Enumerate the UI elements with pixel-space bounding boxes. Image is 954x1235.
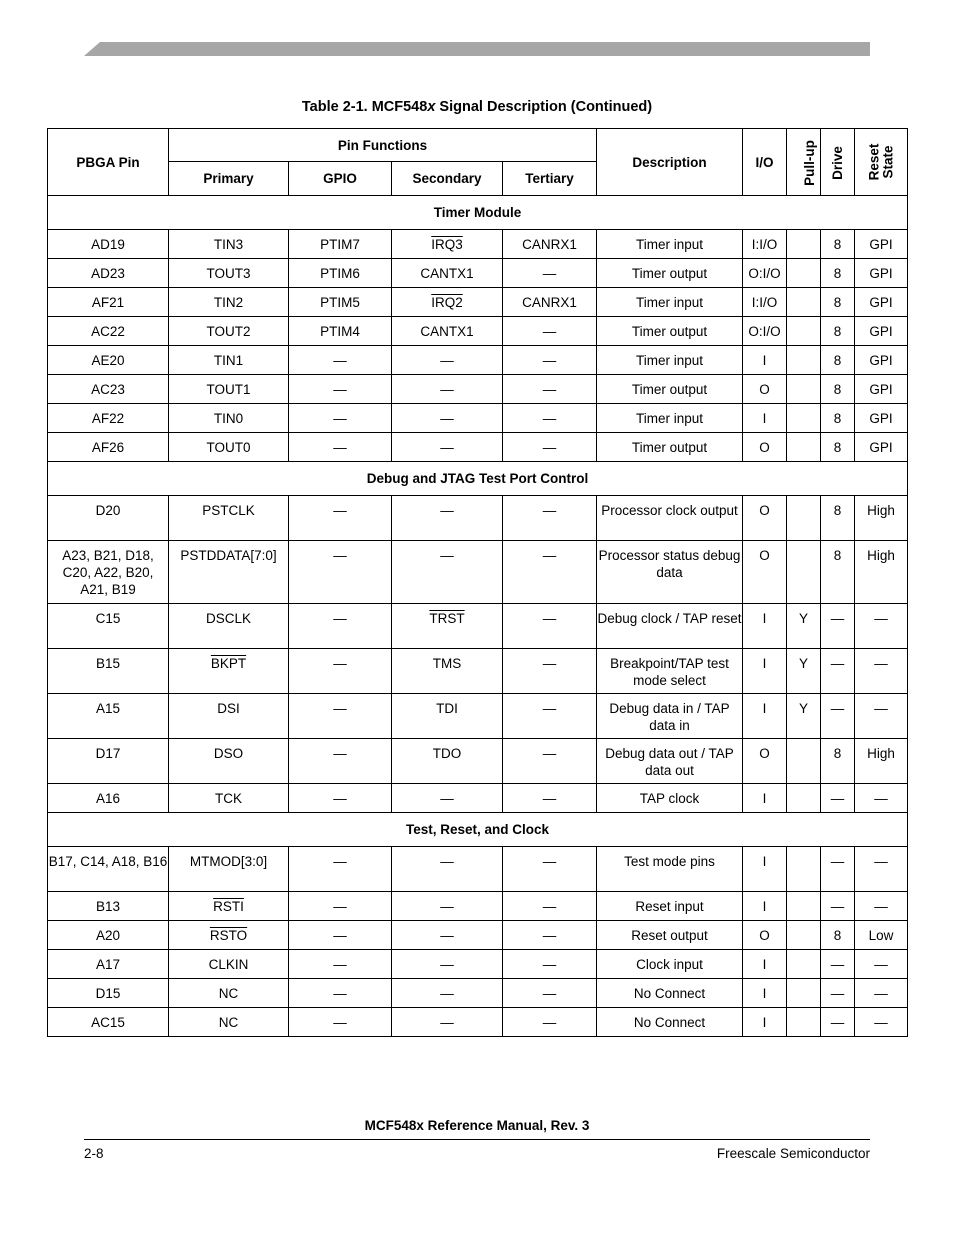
table-title-prefix: Table 2-1. MCF548 — [301, 99, 428, 115]
cell-tertiary: — — [503, 541, 597, 604]
cell-desc: Timer output — [597, 375, 743, 404]
cell-desc: Timer output — [597, 259, 743, 288]
cell-gpio: — — [289, 847, 392, 892]
cell-tertiary: — — [503, 404, 597, 433]
cell-secondary: — — [392, 433, 503, 462]
cell-primary: PSTDDATA[7:0] — [169, 541, 289, 604]
header-description: Description — [597, 129, 743, 196]
cell-primary: DSCLK — [169, 604, 289, 649]
cell-reset: — — [855, 649, 908, 694]
cell-pullup — [787, 288, 821, 317]
cell-secondary: — — [392, 921, 503, 950]
cell-pin: A15 — [48, 694, 169, 739]
cell-io: I — [743, 892, 787, 921]
cell-gpio: — — [289, 950, 392, 979]
cell-tertiary: — — [503, 950, 597, 979]
cell-secondary: TDI — [392, 694, 503, 739]
cell-pullup — [787, 317, 821, 346]
cell-pullup: Y — [787, 604, 821, 649]
cell-reset: Low — [855, 921, 908, 950]
cell-gpio: — — [289, 496, 392, 541]
cell-desc: Processor clock output — [597, 496, 743, 541]
cell-io: O — [743, 739, 787, 784]
cell-pullup — [787, 404, 821, 433]
cell-drive: — — [821, 979, 855, 1008]
cell-io: I — [743, 604, 787, 649]
cell-tertiary: — — [503, 921, 597, 950]
table-row — [48, 739, 908, 784]
cell-tertiary: — — [503, 346, 597, 375]
section-title: Debug and JTAG Test Port Control — [48, 462, 908, 496]
cell-pin: AC15 — [48, 1008, 169, 1037]
active-low-signal: BKPT — [210, 656, 247, 671]
cell-reset: GPI — [855, 288, 908, 317]
cell-pullup — [787, 892, 821, 921]
cell-pin: AC23 — [48, 375, 169, 404]
cell-pullup: Y — [787, 694, 821, 739]
cell-drive: — — [821, 694, 855, 739]
cell-pin: AF22 — [48, 404, 169, 433]
cell-pullup — [787, 921, 821, 950]
publisher: Freescale Semiconductor — [716, 1146, 870, 1161]
cell-reset: GPI — [855, 375, 908, 404]
header-reset-state-label — [867, 143, 895, 180]
cell-pin: A23, B21, D18, C20, A22, B20, A21, B19 — [48, 541, 169, 604]
cell-desc: Timer input — [597, 404, 743, 433]
cell-tertiary: — — [503, 847, 597, 892]
cell-io: I:I/O — [743, 230, 787, 259]
cell-secondary: — — [392, 496, 503, 541]
cell-pin: B13 — [48, 892, 169, 921]
cell-tertiary: — — [503, 496, 597, 541]
cell-gpio: — — [289, 1008, 392, 1037]
table-row — [48, 892, 908, 921]
table-row — [48, 375, 908, 404]
cell-pin: B15 — [48, 649, 169, 694]
header-reset-line1: Reset — [866, 143, 881, 180]
cell-desc: Timer output — [597, 317, 743, 346]
cell-desc: Reset output — [597, 921, 743, 950]
cell-desc: No Connect — [597, 1008, 743, 1037]
cell-secondary: — — [392, 541, 503, 604]
cell-io: I — [743, 847, 787, 892]
cell-tertiary: — — [503, 375, 597, 404]
cell-gpio: — — [289, 346, 392, 375]
cell-drive: 8 — [821, 541, 855, 604]
cell-reset: GPI — [855, 404, 908, 433]
cell-desc: Debug data in / TAP data in — [597, 694, 743, 739]
page-number: 2-8 — [84, 1146, 104, 1161]
active-low-signal: TRST — [429, 611, 465, 626]
cell-primary — [169, 649, 289, 694]
cell-desc: Debug data out / TAP data out — [597, 739, 743, 784]
cell-reset: GPI — [855, 259, 908, 288]
cell-io: O — [743, 921, 787, 950]
cell-desc: Processor status debug data — [597, 541, 743, 604]
cell-reset: High — [855, 496, 908, 541]
cell-pullup — [787, 259, 821, 288]
cell-tertiary: — — [503, 739, 597, 784]
table-row — [48, 1008, 908, 1037]
cell-io: I — [743, 950, 787, 979]
cell-secondary: TMS — [392, 649, 503, 694]
header-bar — [84, 42, 870, 56]
cell-gpio: — — [289, 892, 392, 921]
cell-secondary: — — [392, 950, 503, 979]
cell-secondary: CANTX1 — [392, 259, 503, 288]
cell-io: I — [743, 404, 787, 433]
cell-gpio: — — [289, 694, 392, 739]
table-row — [48, 496, 908, 541]
table-row — [48, 346, 908, 375]
table-row — [48, 694, 908, 739]
cell-pin: B17, C14, A18, B16 — [48, 847, 169, 892]
footer-rule — [84, 1139, 870, 1140]
cell-tertiary: — — [503, 979, 597, 1008]
cell-pullup — [787, 541, 821, 604]
cell-pin: A20 — [48, 921, 169, 950]
cell-primary: TIN1 — [169, 346, 289, 375]
cell-pullup — [787, 1008, 821, 1037]
cell-desc: Test mode pins — [597, 847, 743, 892]
cell-primary: TIN3 — [169, 230, 289, 259]
cell-pin: AF21 — [48, 288, 169, 317]
table-row — [48, 604, 908, 649]
cell-pullup — [787, 433, 821, 462]
cell-pullup: Y — [787, 649, 821, 694]
header-pullup — [787, 129, 821, 196]
cell-io: I — [743, 979, 787, 1008]
cell-pullup — [787, 950, 821, 979]
manual-title: MCF548x Reference Manual, Rev. 3 — [364, 1118, 590, 1133]
cell-desc: Timer input — [597, 230, 743, 259]
cell-drive: — — [821, 649, 855, 694]
cell-drive: 8 — [821, 739, 855, 784]
header-reset-state — [855, 129, 908, 196]
cell-tertiary: — — [503, 1008, 597, 1037]
cell-gpio: — — [289, 649, 392, 694]
cell-gpio: — — [289, 921, 392, 950]
cell-primary: TIN2 — [169, 288, 289, 317]
header-io: I/O — [743, 129, 787, 196]
cell-pullup — [787, 375, 821, 404]
cell-io: O — [743, 375, 787, 404]
cell-reset: — — [855, 979, 908, 1008]
cell-drive: — — [821, 784, 855, 813]
cell-io: O — [743, 496, 787, 541]
cell-reset: High — [855, 541, 908, 604]
cell-tertiary: — — [503, 649, 597, 694]
cell-reset: GPI — [855, 433, 908, 462]
header-drive-label: Drive — [829, 145, 845, 180]
table-body — [48, 196, 908, 1037]
signal-description-table — [47, 128, 908, 1037]
cell-secondary: — — [392, 1008, 503, 1037]
cell-secondary: — — [392, 404, 503, 433]
cell-secondary: — — [392, 892, 503, 921]
cell-pin: D15 — [48, 979, 169, 1008]
cell-io: O:I/O — [743, 259, 787, 288]
active-low-signal: IRQ2 — [431, 295, 463, 310]
cell-desc: Clock input — [597, 950, 743, 979]
header-primary: Primary — [169, 162, 289, 196]
cell-io: I — [743, 346, 787, 375]
cell-gpio: — — [289, 784, 392, 813]
cell-primary: TOUT1 — [169, 375, 289, 404]
cell-primary: TOUT3 — [169, 259, 289, 288]
cell-pullup — [787, 346, 821, 375]
cell-drive: 8 — [821, 317, 855, 346]
cell-drive: 8 — [821, 375, 855, 404]
table-row — [48, 921, 908, 950]
cell-desc: Debug clock / TAP reset — [597, 604, 743, 649]
table-title-italic: x — [427, 99, 436, 115]
cell-reset: High — [855, 739, 908, 784]
cell-drive: 8 — [821, 496, 855, 541]
cell-tertiary: — — [503, 694, 597, 739]
cell-pin: C15 — [48, 604, 169, 649]
cell-primary — [169, 921, 289, 950]
cell-desc: Breakpoint/TAP test mode select — [597, 649, 743, 694]
cell-pin: AD19 — [48, 230, 169, 259]
cell-primary: DSO — [169, 739, 289, 784]
cell-desc: No Connect — [597, 979, 743, 1008]
cell-reset: — — [855, 1008, 908, 1037]
cell-pullup — [787, 739, 821, 784]
cell-pullup — [787, 784, 821, 813]
cell-pullup — [787, 979, 821, 1008]
cell-gpio: — — [289, 375, 392, 404]
cell-primary: TCK — [169, 784, 289, 813]
cell-gpio: — — [289, 433, 392, 462]
header-pullup-label: Pull-up — [801, 139, 817, 186]
cell-drive: — — [821, 847, 855, 892]
cell-secondary: — — [392, 979, 503, 1008]
cell-drive: 8 — [821, 404, 855, 433]
cell-io: O — [743, 433, 787, 462]
cell-desc: Timer output — [597, 433, 743, 462]
cell-reset: — — [855, 847, 908, 892]
cell-tertiary: CANRX1 — [503, 288, 597, 317]
cell-tertiary: — — [503, 317, 597, 346]
cell-primary: CLKIN — [169, 950, 289, 979]
cell-secondary — [392, 604, 503, 649]
cell-tertiary: — — [503, 784, 597, 813]
cell-io: I — [743, 1008, 787, 1037]
cell-secondary — [392, 230, 503, 259]
table-row — [48, 433, 908, 462]
cell-drive: 8 — [821, 921, 855, 950]
cell-reset: — — [855, 950, 908, 979]
section-title: Timer Module — [48, 196, 908, 230]
cell-drive: — — [821, 1008, 855, 1037]
cell-reset: — — [855, 604, 908, 649]
cell-desc: Timer input — [597, 288, 743, 317]
cell-gpio: PTIM5 — [289, 288, 392, 317]
cell-tertiary: — — [503, 892, 597, 921]
cell-primary: TIN0 — [169, 404, 289, 433]
cell-primary: DSI — [169, 694, 289, 739]
cell-io: I — [743, 649, 787, 694]
cell-primary — [169, 892, 289, 921]
table-row — [48, 288, 908, 317]
cell-pin: D17 — [48, 739, 169, 784]
table-title-suffix: Signal Description (Continued) — [435, 99, 653, 115]
table-row — [48, 541, 908, 604]
cell-reset: GPI — [855, 230, 908, 259]
cell-reset: GPI — [855, 317, 908, 346]
cell-secondary: CANTX1 — [392, 317, 503, 346]
cell-secondary: — — [392, 346, 503, 375]
cell-tertiary: — — [503, 433, 597, 462]
cell-drive: 8 — [821, 259, 855, 288]
cell-pullup — [787, 847, 821, 892]
cell-primary: PSTCLK — [169, 496, 289, 541]
cell-drive: — — [821, 950, 855, 979]
cell-reset: — — [855, 892, 908, 921]
header-gpio: GPIO — [289, 162, 392, 196]
cell-primary: TOUT0 — [169, 433, 289, 462]
cell-drive: 8 — [821, 288, 855, 317]
cell-pin: AF26 — [48, 433, 169, 462]
cell-pin: AC22 — [48, 317, 169, 346]
table-row — [48, 230, 908, 259]
cell-io: I — [743, 694, 787, 739]
cell-drive: 8 — [821, 230, 855, 259]
header-pin-functions: Pin Functions — [169, 129, 597, 162]
cell-drive: — — [821, 604, 855, 649]
cell-pin: A17 — [48, 950, 169, 979]
cell-pin: AE20 — [48, 346, 169, 375]
cell-secondary: — — [392, 847, 503, 892]
section-row-debug — [48, 462, 908, 496]
cell-secondary: TDO — [392, 739, 503, 784]
cell-io: I — [743, 784, 787, 813]
table-row — [48, 317, 908, 346]
table-row — [48, 950, 908, 979]
cell-primary: NC — [169, 979, 289, 1008]
cell-desc: TAP clock — [597, 784, 743, 813]
active-low-signal: RSTI — [213, 899, 244, 914]
header-pbga-pin: PBGA Pin — [48, 129, 169, 196]
cell-gpio: PTIM7 — [289, 230, 392, 259]
cell-tertiary: — — [503, 604, 597, 649]
table-title — [0, 99, 954, 115]
cell-gpio: PTIM6 — [289, 259, 392, 288]
cell-gpio: — — [289, 404, 392, 433]
cell-gpio: — — [289, 541, 392, 604]
cell-drive: 8 — [821, 346, 855, 375]
cell-secondary: — — [392, 375, 503, 404]
cell-primary: MTMOD[3:0] — [169, 847, 289, 892]
header-secondary: Secondary — [392, 162, 503, 196]
cell-gpio: — — [289, 979, 392, 1008]
cell-desc: Reset input — [597, 892, 743, 921]
active-low-signal: RSTO — [209, 928, 248, 943]
cell-reset: GPI — [855, 346, 908, 375]
table-row — [48, 847, 908, 892]
table-row — [48, 259, 908, 288]
cell-io: O:I/O — [743, 317, 787, 346]
table-row — [48, 404, 908, 433]
cell-drive: 8 — [821, 433, 855, 462]
header-drive — [821, 129, 855, 196]
cell-primary: NC — [169, 1008, 289, 1037]
cell-io: I:I/O — [743, 288, 787, 317]
cell-primary: TOUT2 — [169, 317, 289, 346]
cell-desc: Timer input — [597, 346, 743, 375]
cell-reset: — — [855, 694, 908, 739]
cell-tertiary: — — [503, 259, 597, 288]
cell-pin: AD23 — [48, 259, 169, 288]
cell-gpio: PTIM4 — [289, 317, 392, 346]
cell-reset: — — [855, 784, 908, 813]
cell-pin: D20 — [48, 496, 169, 541]
cell-secondary: — — [392, 784, 503, 813]
cell-pullup — [787, 496, 821, 541]
table-row — [48, 979, 908, 1008]
header-reset-line2: State — [880, 145, 895, 179]
section-title: Test, Reset, and Clock — [48, 813, 908, 847]
section-row-test — [48, 813, 908, 847]
cell-tertiary: CANRX1 — [503, 230, 597, 259]
cell-gpio: — — [289, 739, 392, 784]
cell-io: O — [743, 541, 787, 604]
cell-pin: A16 — [48, 784, 169, 813]
cell-pullup — [787, 230, 821, 259]
cell-drive: — — [821, 892, 855, 921]
active-low-signal: IRQ3 — [431, 237, 463, 252]
section-row-timer — [48, 196, 908, 230]
cell-gpio: — — [289, 604, 392, 649]
table-row — [48, 784, 908, 813]
header-tertiary: Tertiary — [503, 162, 597, 196]
cell-secondary — [392, 288, 503, 317]
table-row — [48, 649, 908, 694]
